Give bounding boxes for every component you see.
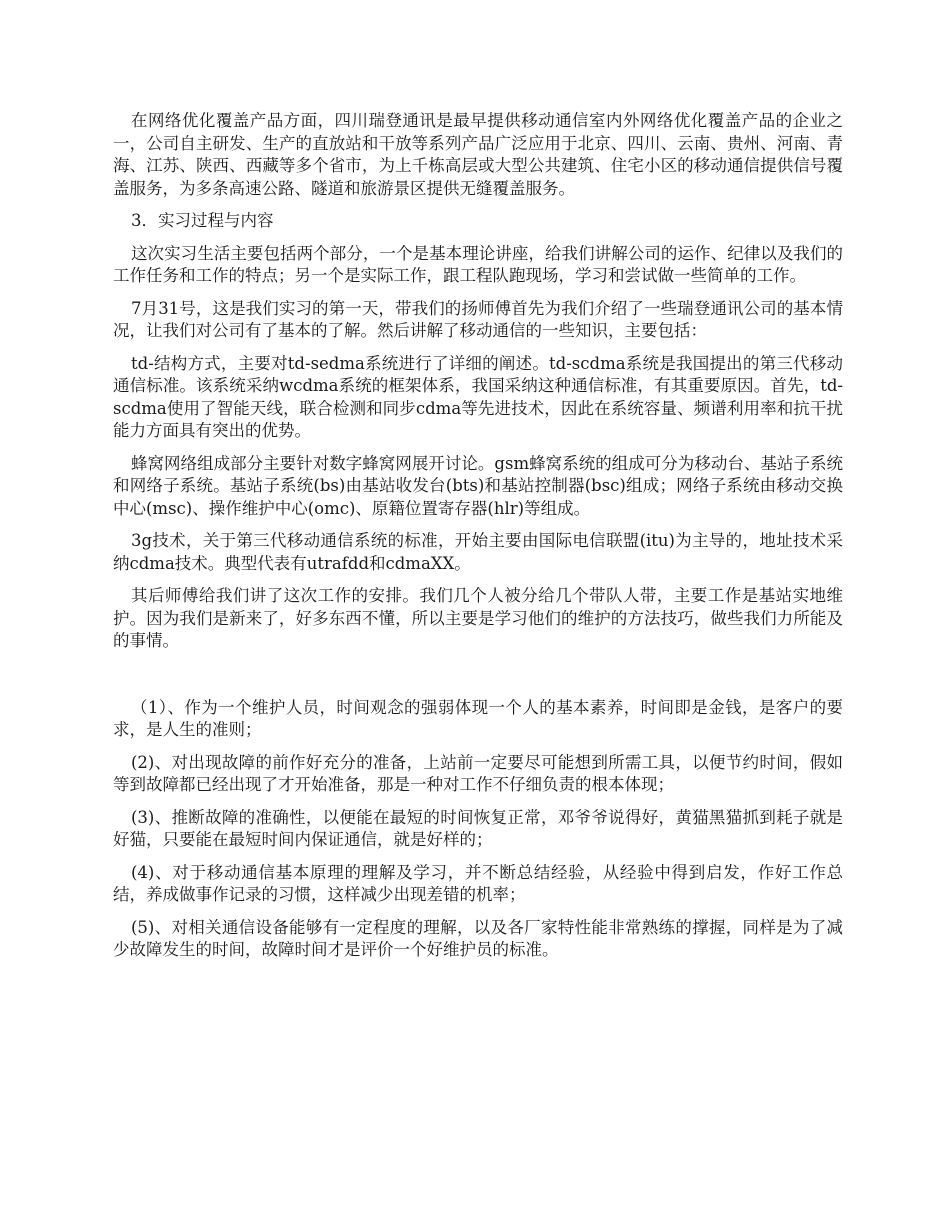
- list-item-time-awareness: （1）、作为一个维护人员，时间观念的强弱体现一个人的基本素养，时间即是金钱，是客户的要求，是人生的准则；: [113, 697, 843, 739]
- spacer: [113, 663, 843, 697]
- list-item-equipment-knowledge: (5)、对相关通信设备能够有一定程度的理解，以及各厂家特性能非常熟练的撑握，同样是为了减少故障发生的时间，故障时间才是评价一个好维护员的标准。: [113, 917, 843, 959]
- paragraph-first-day: 7月31号，这是我们实习的第一天，带我们的扬师傅首先为我们介绍了一些瑞登通讯公司的基本情况，让我们对公司有了基本的了解。然后讲解了移动通信的一些知识，主要包括：: [113, 298, 843, 340]
- paragraph-internship-overview: 这次实习生活主要包括两个部分，一个是基本理论讲座，给我们讲解公司的运作、纪律以及我们的工作任务和工作的特点；另一个是实际工作，跟工程队跑现场，学习和尝试做一些简单的工作。: [113, 243, 843, 285]
- list-item-learning: (4)、对于移动通信基本原理的理解及学习，并不断总结经验，从经验中得到启发，作好工作总结，养成做事作记录的习惯，这样减少出现差错的机率；: [113, 862, 843, 904]
- document-body: [113, 110, 843, 972]
- paragraph-work-arrangement: 其后师傅给我们讲了这次工作的安排。我们几个人被分给几个带队人带，主要工作是基站实地维护。因为我们是新来了，好多东西不懂，所以主要是学习他们的维护的方法技巧，做些我们力所能及的事情。: [113, 586, 843, 650]
- paragraph-td-scdma: td-结构方式，主要对td-sedma系统进行了详细的阐述。td-scdma系统是我国提出的第三代移动通信标准。该系统采纳wcdma系统的框架体系，我国采纳这种通信标准，有其重要原因。首先，td-scdma使用了智能天线，联合检测和同步cdma等先进技术，因此在系统容量、频谱利用率和抗干扰能力方面具有突出的优势。: [113, 353, 843, 440]
- paragraph-network-coverage: 在网络优化覆盖产品方面，四川瑞登通讯是最早提供移动通信室内外网络优化覆盖产品的企业之一，公司自主研发、生产的直放站和干放等系列产品广泛应用于北京、四川、云南、贵州、河南、青海、江苏、陕西、西藏等多个省市，为上千栋高层或大型公共建筑、住宅小区的移动通信提供信号覆盖服务，为多条高速公路、隧道和旅游景区提供无缝覆盖服务。: [113, 111, 843, 198]
- paragraph-3g: 3g技术，关于第三代移动通信系统的标准，开始主要由国际电信联盟(itu)为主导的，地址技术采纳cdma技术。典型代表有utrafdd和cdmaXX。: [113, 531, 843, 573]
- section-heading: 3．实习过程与内容: [131, 211, 274, 230]
- list-item-preparation: (2)、对出现故障的前作好充分的准备，上站前一定要尽可能想到所需工具，以便节约时间，假如等到故障都已经出现了才开始准备，那是一种对工作不仔细负责的根本体现；: [113, 752, 843, 794]
- list-item-fault-diagnosis: (3)、推断故障的准确性，以便能在最短的时间恢复正常，邓爷爷说得好，黄猫黑猫抓到耗子就是好猫，只要能在最短时间内保证通信，就是好样的；: [113, 807, 843, 849]
- paragraph-cellular-network: 蜂窝网络组成部分主要针对数字蜂窝网展开讨论。gsm蜂窝系统的组成可分为移动台、基站子系统和网络子系统。基站子系统(bs)由基站收发台(bts)和基站控制器(bsc)组成；网络子系统由移动交换中心(msc)、操作维护中心(omc)、原籍位置寄存器(hlr)等组成。: [113, 453, 843, 518]
